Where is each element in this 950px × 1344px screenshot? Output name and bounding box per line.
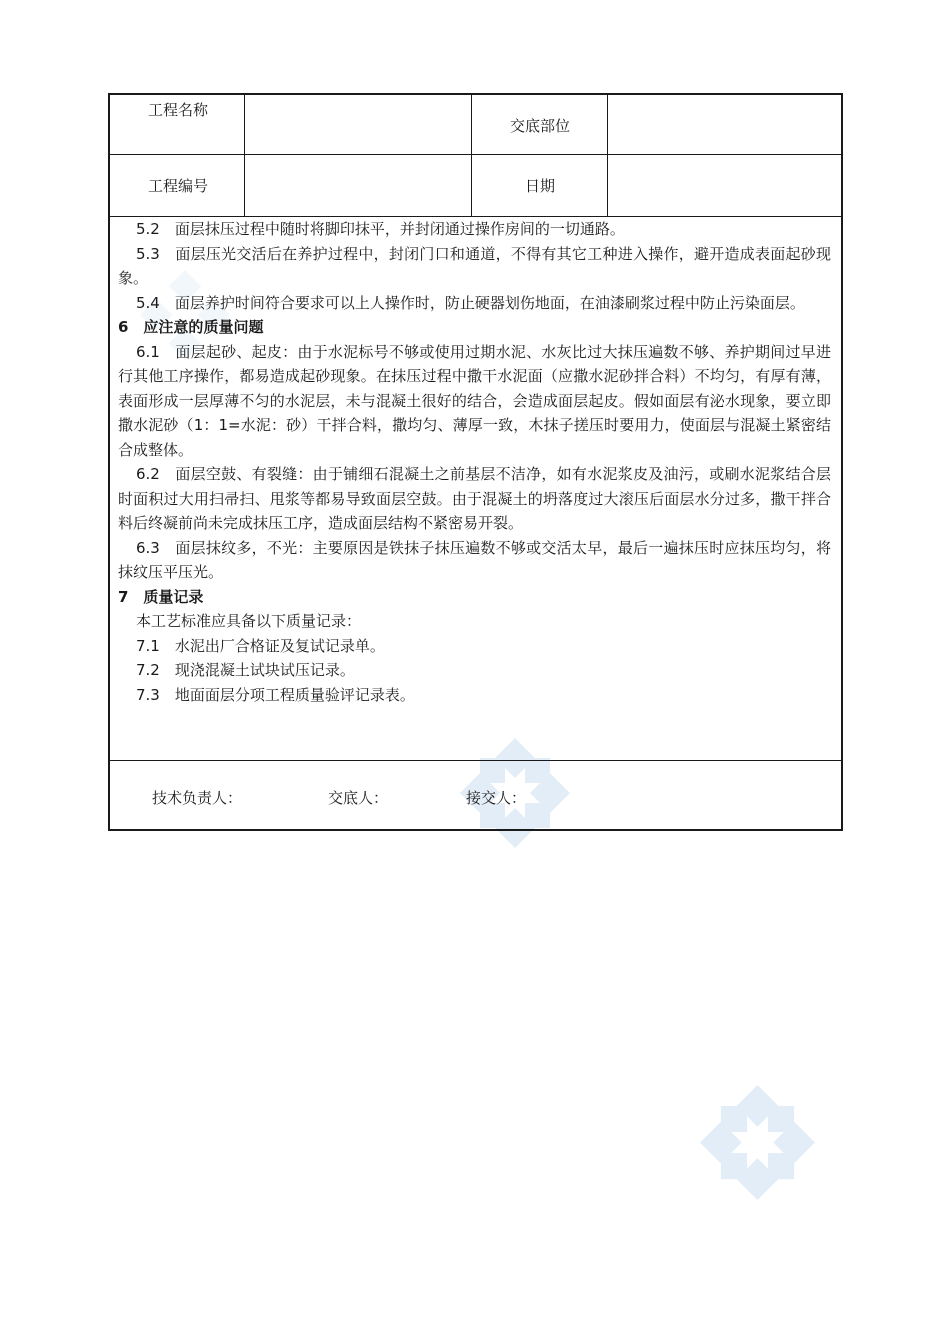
receiver-signature[interactable]: 接交人： <box>466 789 527 807</box>
content-paragraph: 6.3 面层抹纹多，不光：主要原因是铁抹子抹压遍数不够或交活太早，最后一遍抹压时应抹压均匀，将抹纹压平压光。 <box>118 538 831 581</box>
disclosure-form <box>108 93 843 831</box>
content-paragraph: 6.1 面层起砂、起皮：由于水泥标号不够或使用过期水泥、水灰比过大抹压遍数不够、养护期间过早进行其他工序操作，都易造成起砂现象。在抹压过程中撒干水泥面（应撒水泥砂拌合料）不均匀，有厚有薄，表面形成一层厚薄不匀的水泥层，未与混凝土很好的结合，会造成面层起皮。假如面层有泌水现象，要立即撒水泥砂（1：1=水泥：砂）干拌合料，撒均匀、薄厚一致，木抹子搓压时要用力，使面层与混凝土紧密结合成整体。 <box>118 342 831 459</box>
content-paragraph: 本工艺标准应具备以下质量记录： <box>136 612 362 630</box>
project-name-label: 工程名称 <box>147 101 208 119</box>
content-paragraph: 5.3 面层压光交活后在养护过程中，封闭门口和通道，不得有其它工种进入操作，避开造成表面起砂现象。 <box>118 244 831 287</box>
content-paragraph: 6.2 面层空鼓、有裂缝：由于铺细石混凝土之前基层不洁净，如有水泥浆皮及油污，或刷水泥浆结合层时面积过大用扫帚扫、甩浆等都易导致面层空鼓。由于混凝土的坍落度过大滚压后面层水分过多，撒干拌合料后终凝前尚未完成抹压工序，造成面层结构不紧密易开裂。 <box>118 465 831 532</box>
content-paragraph: 5.2 面层抹压过程中随时将脚印抹平，并封闭通过操作房间的一切通路。 <box>136 220 625 238</box>
date-label: 日期 <box>524 177 555 195</box>
column-divider <box>607 95 608 217</box>
content-paragraph: 7.2 现浇混凝土试块试压记录。 <box>136 661 355 679</box>
section-heading: 7 质量记录 <box>118 587 204 606</box>
signature-row <box>110 761 841 829</box>
disclosure-content <box>110 217 841 761</box>
tech-lead-signature[interactable]: 技术负责人： <box>152 789 243 807</box>
location-label: 交底部位 <box>509 117 570 135</box>
content-paragraph: 7.1 水泥出厂合格证及复试记录单。 <box>136 636 385 655</box>
section-heading: 6 应注意的质量问题 <box>118 318 264 336</box>
presenter-signature[interactable]: 交底人： <box>328 789 389 807</box>
column-divider <box>471 95 472 217</box>
watermark-snowflake-icon <box>700 1085 815 1200</box>
project-no-label: 工程编号 <box>147 177 208 195</box>
content-paragraph: 7.3 地面面层分项工程质量验评记录表。 <box>136 685 415 704</box>
content-paragraph: 5.4 面层养护时间符合要求可以上人操作时，防止硬器划伤地面，在油漆刷浆过程中防止污染面层。 <box>136 293 805 312</box>
